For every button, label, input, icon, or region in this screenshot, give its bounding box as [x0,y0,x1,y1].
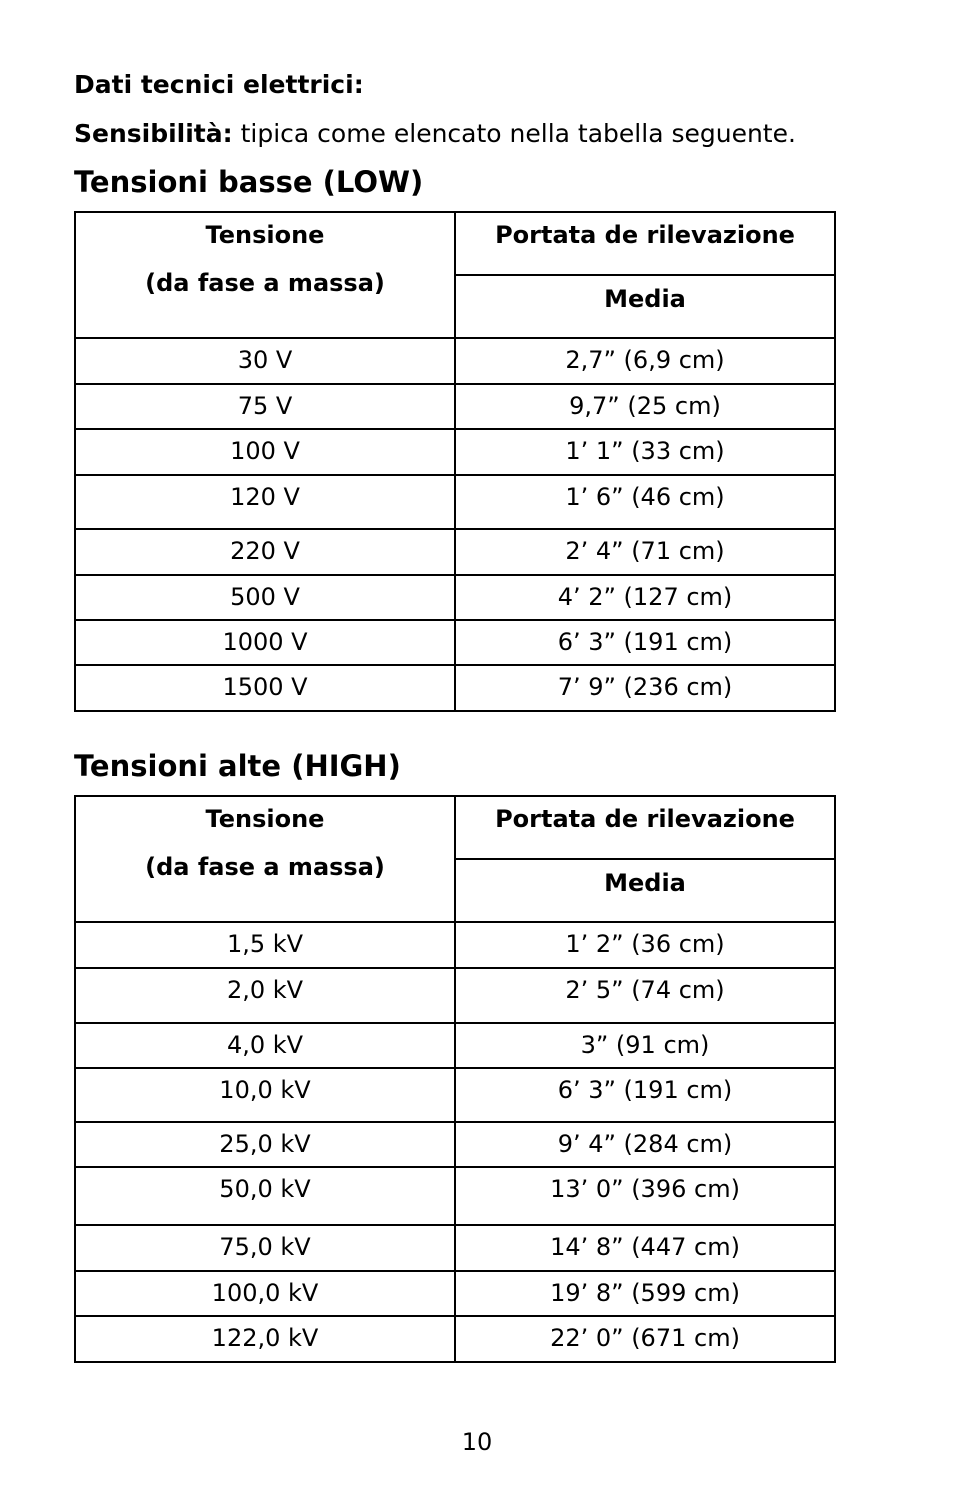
table-row [75,429,835,475]
voltage-header-sublabel: (da fase a massa) [145,269,385,297]
voltage-cell: 50,0 kV [75,1167,455,1225]
table-row [75,1023,835,1068]
range-cell: 2,7” (6,9 cm) [455,338,835,384]
sensitivity-line [74,119,796,149]
voltage-cell: 75,0 kV [75,1225,455,1271]
voltage-cell: 100,0 kV [75,1271,455,1316]
table-row [75,529,835,575]
range-cell: 14’ 8” (447 cm) [455,1225,835,1271]
section-heading: Dati tecnici elettrici: [74,70,364,99]
sensitivity-label: Sensibilità: [74,119,233,148]
voltage-cell: 1500 V [75,665,455,711]
table-row [75,1122,835,1167]
range-cell: 4’ 2” (127 cm) [455,575,835,620]
range-cell: 9,7” (25 cm) [455,384,835,429]
table-row [75,1068,835,1122]
voltage-cell: 75 V [75,384,455,429]
voltage-column-header [75,796,455,922]
range-cell: 9’ 4” (284 cm) [455,1122,835,1167]
range-subheader: Media [455,859,835,922]
range-cell: 7’ 9” (236 cm) [455,665,835,711]
table-row [75,1225,835,1271]
range-cell: 2’ 5” (74 cm) [455,968,835,1023]
voltage-header-label: Tensione [205,805,325,833]
high-voltage-table [74,795,836,1363]
table-row [75,1167,835,1225]
sensitivity-text: tipica come elencato nella tabella seguente. [232,119,796,148]
voltage-cell: 1000 V [75,620,455,665]
voltage-column-header [75,212,455,338]
range-column-header: Portata de rilevazione [455,796,835,859]
range-cell: 2’ 4” (71 cm) [455,529,835,575]
voltage-header-label: Tensione [205,221,325,249]
low-voltage-title: Tensioni basse (LOW) [74,165,424,199]
high-voltage-rows [75,922,835,1362]
range-cell: 1’ 2” (36 cm) [455,922,835,968]
range-cell: 6’ 3” (191 cm) [455,1068,835,1122]
voltage-cell: 220 V [75,529,455,575]
range-cell: 6’ 3” (191 cm) [455,620,835,665]
table-row [75,338,835,384]
table-row [75,1316,835,1362]
table-row [75,475,835,529]
voltage-cell: 30 V [75,338,455,384]
page-number: 10 [461,1428,493,1456]
voltage-cell: 120 V [75,475,455,529]
range-cell: 22’ 0” (671 cm) [455,1316,835,1362]
voltage-cell: 2,0 kV [75,968,455,1023]
high-voltage-title: Tensioni alte (HIGH) [74,749,401,783]
table-row [75,384,835,429]
table-row [75,665,835,711]
range-cell: 13’ 0” (396 cm) [455,1167,835,1225]
voltage-header-sublabel: (da fase a massa) [145,853,385,881]
voltage-cell: 1,5 kV [75,922,455,968]
voltage-cell: 10,0 kV [75,1068,455,1122]
range-subheader: Media [455,275,835,338]
low-voltage-rows [75,338,835,711]
table-row [75,620,835,665]
range-cell: 19’ 8” (599 cm) [455,1271,835,1316]
range-cell: 1’ 1” (33 cm) [455,429,835,475]
range-cell: 1’ 6” (46 cm) [455,475,835,529]
low-voltage-table [74,211,836,712]
voltage-cell: 25,0 kV [75,1122,455,1167]
table-row [75,968,835,1023]
table-row [75,575,835,620]
range-cell: 3” (91 cm) [455,1023,835,1068]
voltage-cell: 4,0 kV [75,1023,455,1068]
voltage-cell: 100 V [75,429,455,475]
table-row [75,922,835,968]
voltage-cell: 500 V [75,575,455,620]
voltage-cell: 122,0 kV [75,1316,455,1362]
range-column-header: Portata de rilevazione [455,212,835,275]
table-row [75,1271,835,1316]
